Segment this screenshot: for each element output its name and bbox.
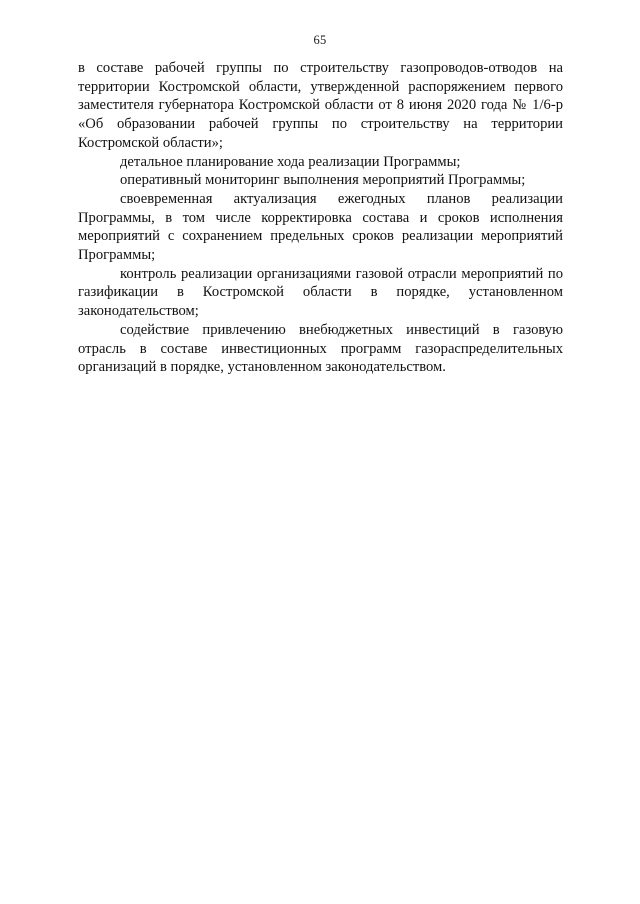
paragraph-operational-monitoring: оперативный мониторинг выполнения мероприятий Программы;: [120, 172, 526, 189]
paragraph-control-implementation: контроль реализации организациями газовой отрасли мероприятий по газификации в Костромской области в порядке, установленном законодательством;: [78, 265, 563, 320]
body-text-block: [78, 59, 563, 377]
paragraph-working-group: в составе рабочей группы по строительству газопроводов-отводов на территории Костромской области, утвержденной распоряжением первого заместителя губернатора Костромской области от 8 июня 2020 года № 1/6-р «Об образовании рабочей группы по строительству на территории Костромской области»;: [78, 60, 563, 151]
paragraph-detailed-planning: детальное планирование хода реализации Программы;: [120, 153, 461, 170]
page-number: 65: [313, 33, 327, 47]
paragraph-timely-actualization: своевременная актуализация ежегодных планов реализации Программы, в том числе корректировка состава и сроков исполнения мероприятий с сохранением предельных сроков реализации мероприятий Программы;: [78, 190, 563, 264]
paragraph-investment-assistance: содействие привлечению внебюджетных инвестиций в газовую отрасль в составе инвестиционных программ газораспределительных организаций в порядке, установленном законодательством.: [78, 321, 563, 376]
